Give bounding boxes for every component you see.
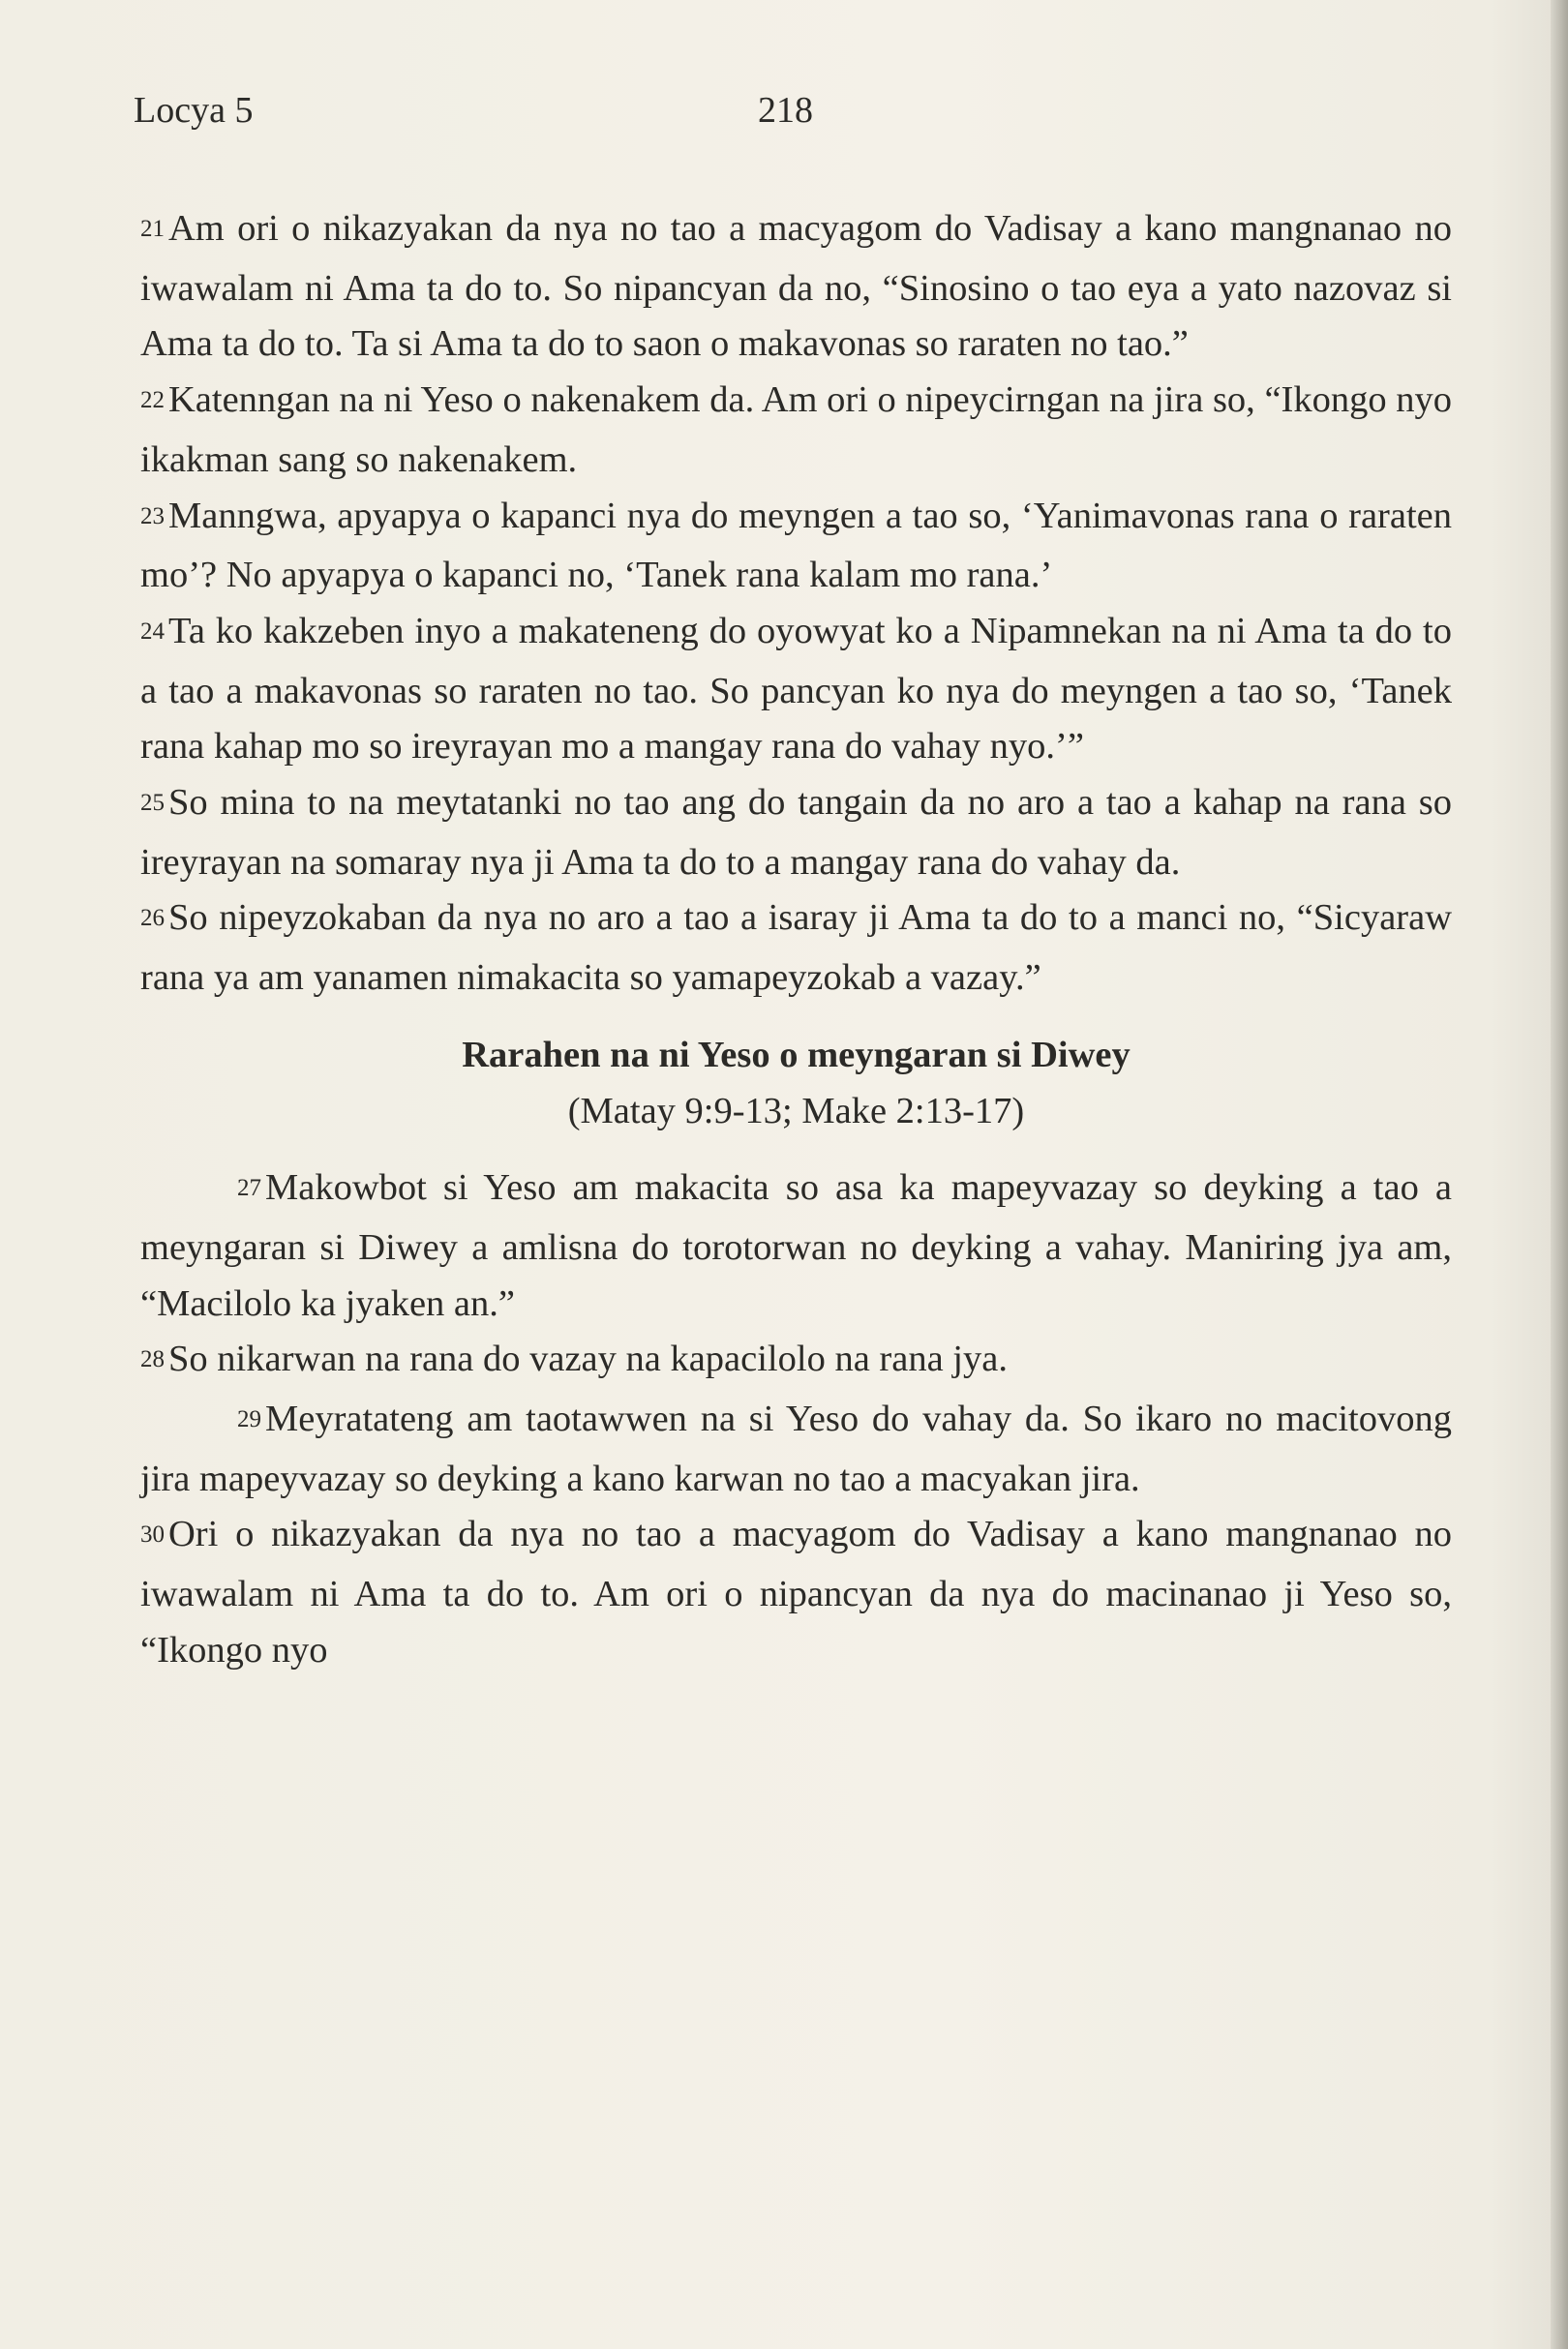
- verse-number: 30: [140, 1521, 165, 1549]
- page-body: [140, 201, 1452, 1679]
- verse-number: 25: [140, 790, 165, 817]
- verse-22: [140, 373, 1452, 488]
- verse-number: 26: [140, 905, 165, 932]
- verse-text: Am ori o nikazyakan da nya no tao a macyagom do Vadisay a kano mangnanao no iwawalam ni Ama ta do to. So nipancyan da no, “Sinosino o tao eya a yato nazovaz si Ama ta do to. Ta si Ama ta do to saon o makavonas so raraten no tao.”: [140, 208, 1452, 365]
- verse-25: [140, 775, 1452, 890]
- verse-text: Makowbot si Yeso am makacita so asa ka mapeyvazay so deyking a tao a meyngaran si Diwey a amlisna do torotorwan no deyking a vahay. Maniring jya am, “Macilolo ka jyaken an.”: [140, 1167, 1452, 1324]
- page-number: 218: [758, 90, 813, 131]
- verse-text: So nipeyzokaban da nya no aro a tao a isaray ji Ama ta do to a manci no, “Sicyaraw rana ya am yanamen nimakacita so yamapeyzokab a vazay.”: [140, 897, 1452, 999]
- verse-text: Ori o nikazyakan da nya no tao a macyagom do Vadisay a kano mangnanao no iwawalam ni Ama ta do to. Am ori o nipancyan da nya do macinanao ji Yeso so, “Ikongo nyo: [140, 1514, 1452, 1671]
- verse-28: [140, 1332, 1452, 1392]
- verse-23: [140, 489, 1452, 604]
- verse-number: 21: [140, 216, 165, 242]
- page-header: [134, 89, 1462, 137]
- verse-27: [140, 1160, 1452, 1332]
- section-heading: Rarahen na ni Yeso o meyngaran si Diwey: [462, 1034, 1131, 1075]
- verse-number: 29: [237, 1406, 261, 1433]
- verse-text: Ta ko kakzeben inyo a makateneng do oyowyat ko a Nipamnekan na ni Ama ta do to a tao a makavonas so raraten no tao. So pancyan ko nya do meyngen a tao so, ‘Tanek rana kahap mo so ireyrayan mo a mangay rana do vahay nyo.’”: [140, 610, 1452, 768]
- verse-30: [140, 1507, 1452, 1678]
- page-edge: [1551, 0, 1568, 2349]
- verse-text: Meyratateng am taotawwen na si Yeso do vahay da. So ikaro no macitovong jira mapeyvazay so deyking a kano karwan no tao a macyakan jira.: [140, 1399, 1452, 1499]
- verse-number: 27: [237, 1175, 261, 1202]
- section-references: (Matay 9:9-13; Make 2:13-17): [567, 1090, 1025, 1131]
- verse-number: 28: [140, 1346, 165, 1373]
- verse-29: [140, 1392, 1452, 1507]
- verse-24: [140, 604, 1452, 775]
- verse-text: Katenngan na ni Yeso o nakenakem da. Am ori o nipeycirngan na jira so, “Ikongo nyo ikakman sang so nakenakem.: [140, 379, 1452, 480]
- verse-text: So nikarwan na rana do vazay na kapacilolo na rana jya.: [168, 1339, 1008, 1380]
- verse-number: 22: [140, 387, 165, 414]
- verse-number: 24: [140, 617, 165, 645]
- verse-text: So mina to na meytatanki no tao ang do tangain da no aro a tao a kahap na rana so ireyrayan na somaray nya ji Ama ta do to a mangay rana do vahay da.: [140, 782, 1452, 883]
- book-title: Locya 5: [134, 90, 254, 131]
- verse-21: [140, 201, 1452, 373]
- verse-number: 23: [140, 502, 165, 529]
- verse-26: [140, 890, 1452, 1006]
- verse-text: Manngwa, apyapya o kapanci nya do meyngen a tao so, ‘Yanimavonas rana o raraten mo’? No apyapya o kapanci no, ‘Tanek rana kalam mo rana.’: [140, 495, 1452, 596]
